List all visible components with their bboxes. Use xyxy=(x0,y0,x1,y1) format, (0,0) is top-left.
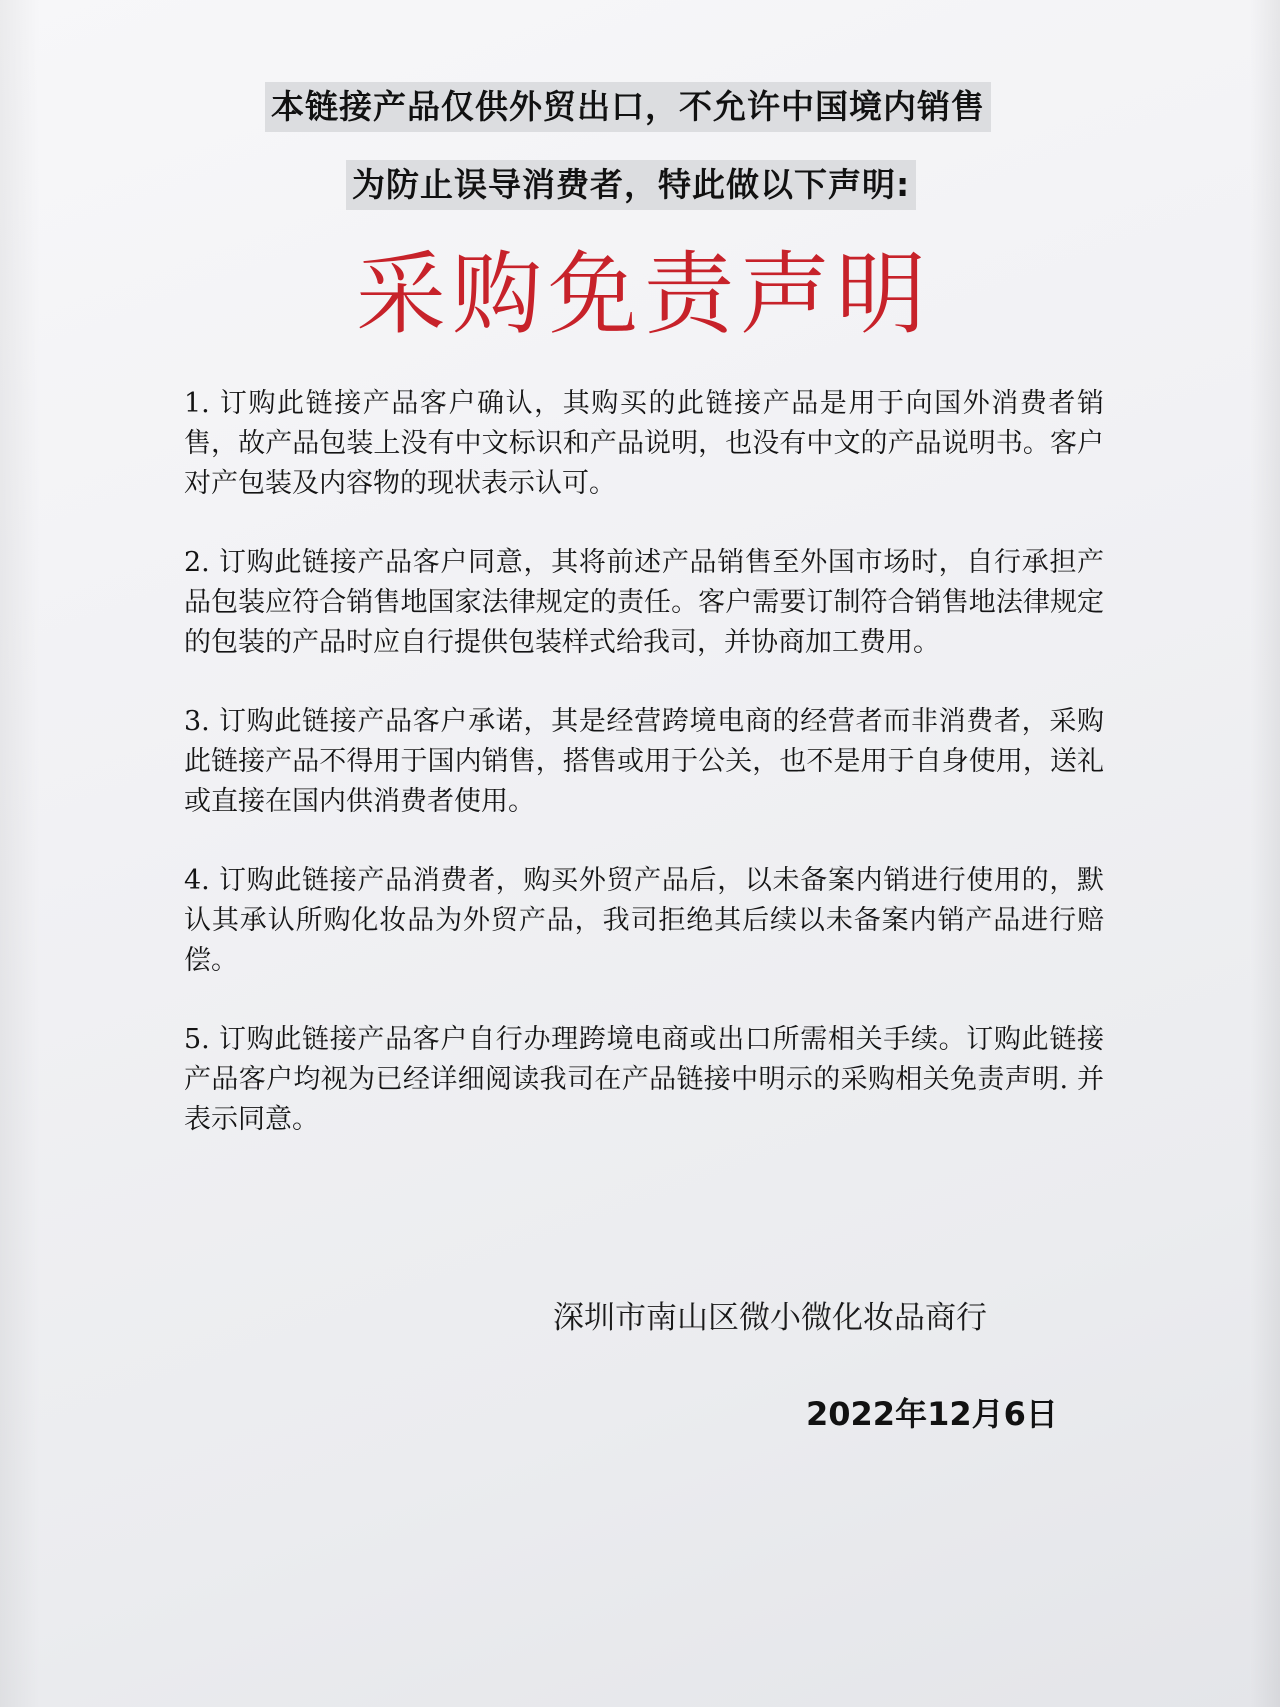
clause-3: 3. 订购此链接产品客户承诺，其是经营跨境电商的经营者而非消费者，采购此链接产品不得用于国内销售，搭售或用于公关，也不是用于自身使用，送礼或直接在国内供消费者使用。 xyxy=(184,706,1104,817)
clause-list xyxy=(184,384,1104,1179)
clause-4: 4. 订购此链接产品消费者，购买外贸产品后，以未备案内销进行使用的，默认其承认所购化妆品为外贸产品，我司拒绝其后续以未备案内销产品进行赔偿。 xyxy=(184,865,1104,976)
clause-5: 5. 订购此链接产品客户自行办理跨境电商或出口所需相关手续。订购此链接产品客户均视为已经详细阅读我司在产品链接中明示的采购相关免责声明. 并表示同意。 xyxy=(184,1024,1104,1135)
declaration-intro: 为防止误导消费者，特此做以下声明: xyxy=(346,160,916,210)
signature-date: 2022年12月6日 xyxy=(806,1395,1058,1433)
export-only-notice: 本链接产品仅供外贸出口，不允许中国境内销售 xyxy=(265,82,991,132)
company-signature: 深圳市南山区微小微化妆品商行 xyxy=(553,1300,987,1336)
page-title: 采购免责声明 xyxy=(356,242,932,347)
clause-1: 1. 订购此链接产品客户确认，其购买的此链接产品是用于向国外消费者销售，故产品包装上没有中文标识和产品说明，也没有中文的产品说明书。客户对产包装及内容物的现状表示认可。 xyxy=(184,388,1104,499)
clause-2: 2. 订购此链接产品客户同意，其将前述产品销售至外国市场时，自行承担产品包装应符合销售地国家法律规定的责任。客户需要订制符合销售地法律规定的包装的产品时应自行提供包装样式给我司，并协商加工费用。 xyxy=(184,547,1104,658)
